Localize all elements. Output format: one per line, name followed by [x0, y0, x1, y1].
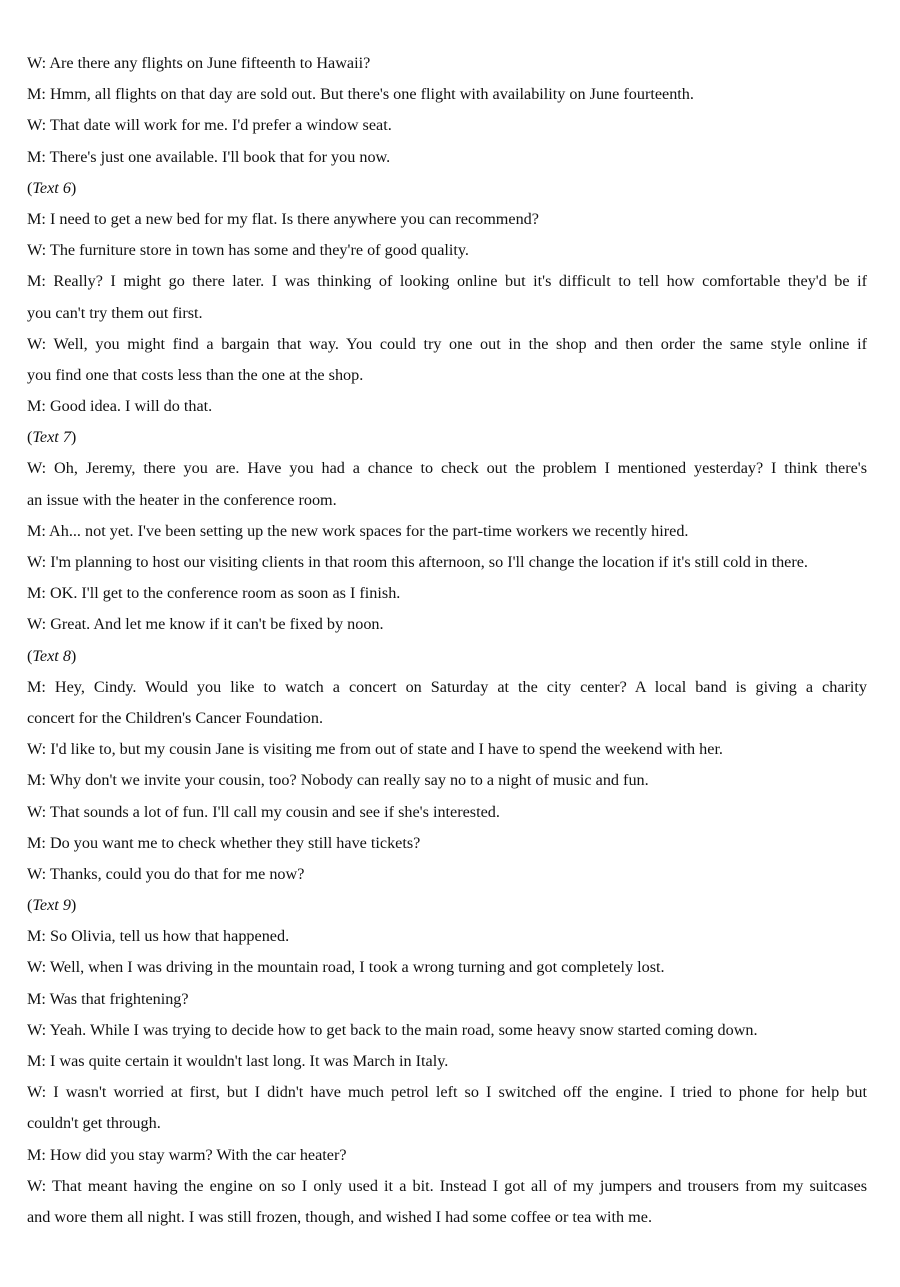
dialogue-line: W: I'm planning to host our visiting clients in that room this afternoon, so I'll change the location if it's still cold in there.: [27, 553, 808, 571]
dialogue-line: W: Oh, Jeremy, there you are. Have you had a chance to check out the problem I mentioned yesterday? I think there's: [27, 459, 867, 478]
dialogue-line: W: That meant having the engine on so I only used it a bit. Instead I got all of my jumpers and trousers from my suitcases: [27, 1176, 867, 1195]
dialogue-line: M: Hmm, all flights on that day are sold out. But there's one flight with availability on June fourteenth.: [27, 85, 694, 104]
section-heading: [27, 422, 867, 453]
dialogue-line: M: Really? I might go there later. I was thinking of looking online but it's difficult to tell how comfortable they'd be if: [27, 272, 867, 291]
heading-paren-open: (: [27, 178, 33, 197]
section-heading: [27, 890, 867, 921]
dialogue-line: W: The furniture store in town has some and they're of good quality.: [27, 241, 469, 260]
heading-paren-open: (: [27, 428, 33, 447]
heading-paren-close: ): [70, 646, 77, 665]
dialogue-line: W: That sounds a lot of fun. I'll call my cousin and see if she's interested.: [27, 802, 500, 821]
dialogue-line: M: How did you stay warm? With the car heater?: [27, 1145, 347, 1164]
dialogue-line: W: Are there any flights on June fifteenth to Hawaii?: [27, 54, 371, 72]
dialogue-line: M: I was quite certain it wouldn't last long. It was March in Italy.: [27, 1052, 449, 1070]
dialogue-line: W: Well, when I was driving in the mountain road, I took a wrong turning and got completely lost.: [27, 958, 665, 977]
dialogue-line: M: OK. I'll get to the conference room as soon as I finish.: [27, 584, 401, 603]
heading-paren-open: (: [27, 646, 33, 665]
dialogue-line: you can't try them out first.: [27, 303, 203, 322]
dialogue-line: M: So Olivia, tell us how that happened.: [27, 927, 290, 946]
dialogue-line: W: Great. And let me know if it can't be fixed by noon.: [27, 615, 384, 634]
dialogue-line: M: Do you want me to check whether they still have tickets?: [27, 833, 421, 852]
document-page: [27, 48, 867, 1233]
dialogue-line: W: That date will work for me. I'd prefer a window seat.: [27, 116, 392, 135]
dialogue-line: M: There's just one available. I'll book that for you now.: [27, 147, 391, 166]
dialogue-line: an issue with the heater in the conference room.: [27, 490, 337, 509]
heading-paren-close: ): [70, 896, 77, 915]
dialogue-line: W: Yeah. While I was trying to decide how to get back to the main road, some heavy snow started coming down.: [27, 1020, 758, 1039]
dialogue-line: M: Why don't we invite your cousin, too? Nobody can really say no to a night of music and fun.: [27, 771, 649, 790]
dialogue-line: M: Was that frightening?: [27, 989, 189, 1008]
dialogue-line: concert for the Children's Cancer Foundation.: [27, 708, 324, 727]
heading-label: Text 9: [32, 896, 71, 915]
heading-label: Text 6: [32, 178, 71, 197]
dialogue-line: and wore them all night. I was still frozen, though, and wished I had some coffee or tea with me.: [27, 1207, 652, 1226]
dialogue-line: M: Ah... not yet. I've been setting up the new work spaces for the part-time workers we recently hired.: [27, 521, 689, 540]
heading-label: Text 8: [32, 646, 71, 665]
dialogue-line: W: I wasn't worried at first, but I didn't have much petrol left so I switched off the engine. I tried to phone for help but: [27, 1083, 867, 1102]
heading-label: Text 7: [32, 428, 71, 447]
section-heading: [27, 641, 867, 672]
dialogue-line: M: Good idea. I will do that.: [27, 397, 213, 416]
dialogue-line: M: Hey, Cindy. Would you like to watch a concert on Saturday at the city center? A local band is giving a charity: [27, 677, 867, 696]
dialogue-line: you find one that costs less than the one at the shop.: [27, 365, 364, 384]
section-heading: [27, 173, 867, 204]
dialogue-line: W: I'd like to, but my cousin Jane is visiting me from out of state and I have to spend the weekend with her.: [27, 740, 723, 759]
dialogue-line: couldn't get through.: [27, 1114, 161, 1133]
dialogue-line: W: Well, you might find a bargain that way. You could try one out in the shop and then order the same style online if: [27, 334, 867, 353]
heading-paren-open: (: [27, 896, 33, 915]
heading-paren-close: ): [70, 428, 77, 447]
heading-paren-close: ): [70, 178, 77, 197]
dialogue-line: W: Thanks, could you do that for me now?: [27, 864, 305, 883]
dialogue-line: M: I need to get a new bed for my flat. Is there anywhere you can recommend?: [27, 209, 539, 228]
